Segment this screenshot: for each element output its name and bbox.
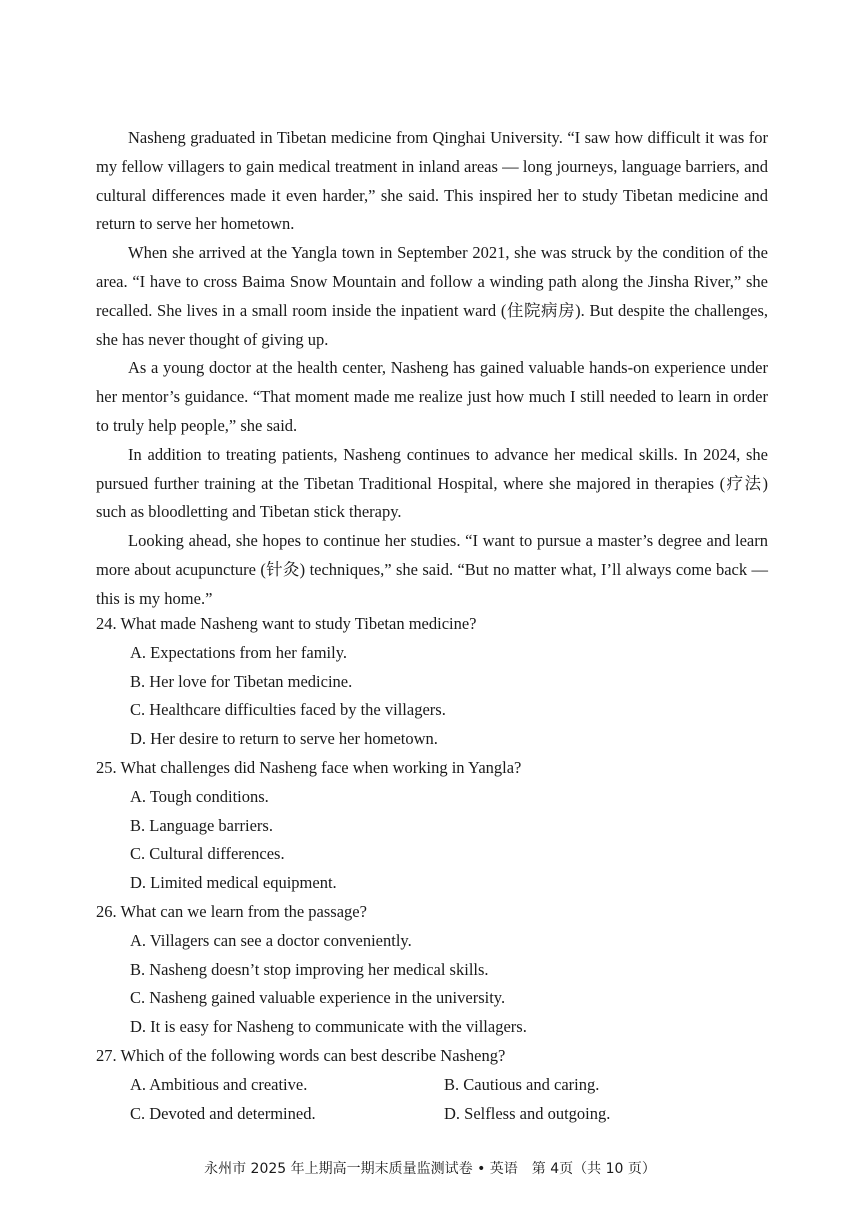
option-b: B. Her love for Tibetan medicine. bbox=[130, 671, 353, 691]
option-c: C. Cultural differences. bbox=[130, 844, 285, 864]
option-a: A. Villagers can see a doctor conveniently. bbox=[130, 930, 412, 950]
question-24 bbox=[96, 610, 768, 754]
question-25 bbox=[96, 754, 768, 898]
option-d: D. Selfless and outgoing. bbox=[444, 1103, 611, 1123]
question-stem: 26. What can we learn from the passage? bbox=[96, 901, 367, 921]
question-list bbox=[96, 610, 768, 1128]
option-grid bbox=[96, 1071, 768, 1129]
option-a: A. Ambitious and creative. bbox=[130, 1074, 308, 1094]
option-a: A. Expectations from her family. bbox=[130, 642, 348, 662]
option-d: D. Her desire to return to serve her hometown. bbox=[130, 729, 438, 749]
option-c: C. Healthcare difficulties faced by the villagers. bbox=[130, 700, 446, 720]
option-b: B. Cautious and caring. bbox=[444, 1074, 600, 1094]
passage-paragraph: In addition to treating patients, Nasheng continues to advance her medical skills. In 2024, she pursued further training at the Tibetan Traditional Hospital, where she majored in therapies (疗法) such as bloodletting and Tibetan stick therapy. bbox=[96, 444, 768, 522]
question-stem: 27. Which of the following words can best describe Nasheng? bbox=[96, 1045, 506, 1065]
question-26 bbox=[96, 898, 768, 1042]
passage-paragraph: As a young doctor at the health center, Nasheng has gained valuable hands-on experience under her mentor’s guidance. “That moment made me realize just how much I still needed to learn in order to truly help people,” she said. bbox=[96, 358, 768, 435]
option-c: C. Devoted and determined. bbox=[130, 1103, 316, 1123]
passage-paragraph: Looking ahead, she hopes to continue her studies. “I want to pursue a master’s degree and learn more about acupuncture (针灸) techniques,” she said. “But no matter what, I’ll always come back — this is my home.” bbox=[96, 531, 768, 608]
passage-paragraph: Nasheng graduated in Tibetan medicine from Qinghai University. “I saw how difficult it was for my fellow villagers to gain medical treatment in inland areas — long journeys, language barriers, and cultural differences made it even harder,” she said. This inspired her to study Tibetan medicine and return to serve her hometown. bbox=[96, 128, 768, 234]
question-27 bbox=[96, 1042, 768, 1128]
option-c: C. Nasheng gained valuable experience in the university. bbox=[130, 988, 506, 1008]
reading-passage bbox=[96, 124, 768, 614]
option-b: B. Language barriers. bbox=[130, 815, 273, 835]
passage-paragraph: When she arrived at the Yangla town in September 2021, she was struck by the condition of the area. “I have to cross Baima Snow Mountain and follow a winding path along the Jinsha River,” she recalled. She lives in a small room inside the inpatient ward (住院病房). But despite the challenges, she has never thought of giving up. bbox=[96, 243, 768, 349]
page-footer: 永州市 2025 年上期高一期末质量监测试卷 • 英语 第 4页（共 10 页） bbox=[204, 1161, 656, 1177]
question-stem: 25. What challenges did Nasheng face when working in Yangla? bbox=[96, 757, 522, 777]
option-d: D. Limited medical equipment. bbox=[130, 873, 337, 893]
question-stem: 24. What made Nasheng want to study Tibetan medicine? bbox=[96, 614, 477, 633]
option-b: B. Nasheng doesn’t stop improving her medical skills. bbox=[130, 959, 489, 979]
option-a: A. Tough conditions. bbox=[130, 786, 269, 806]
option-d: D. It is easy for Nasheng to communicate with the villagers. bbox=[130, 1017, 527, 1037]
